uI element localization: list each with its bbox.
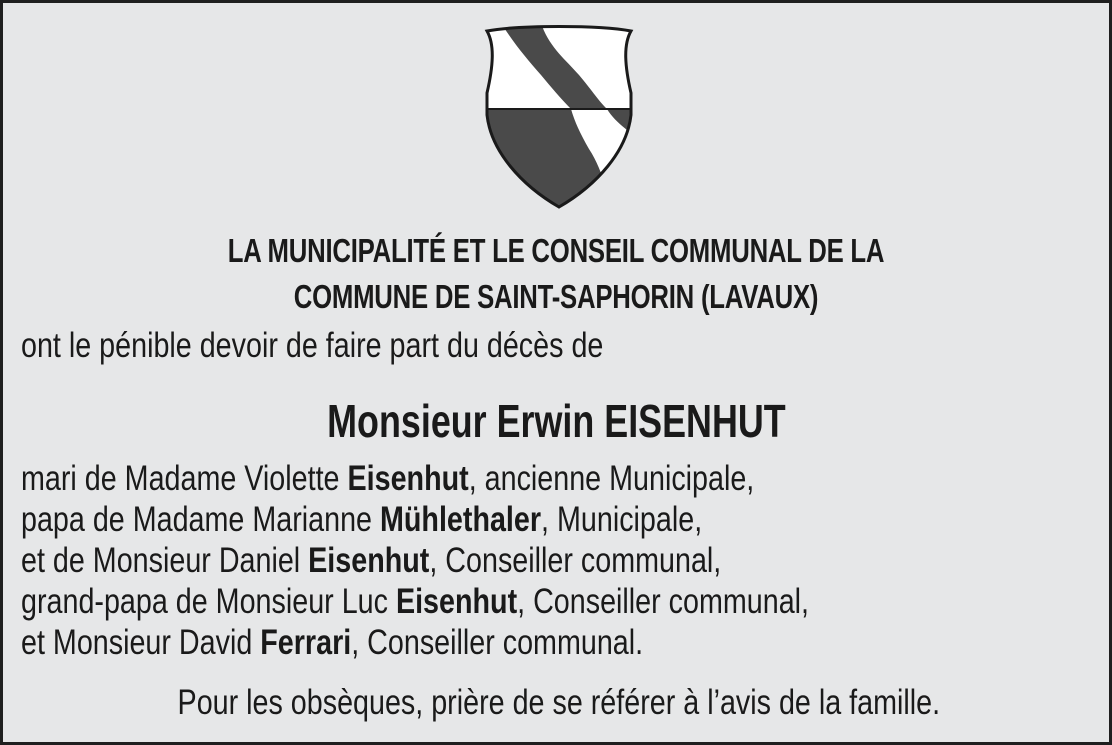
relative-surname: Eisenhut: [395, 582, 518, 621]
relative-suffix: , ancienne Municipale,: [468, 459, 755, 498]
relative-line: [21, 459, 754, 499]
relative-surname: Eisenhut: [347, 459, 469, 498]
relative-suffix: , Conseiller communal,: [429, 541, 722, 580]
relative-suffix: , Municipale,: [541, 500, 703, 539]
deceased-name: Monsieur Erwin EISENHUT: [327, 395, 786, 447]
heading: [125, 228, 988, 320]
relative-line: [21, 541, 721, 581]
heading-line-2: COMMUNE DE SAINT-SAPHORIN (LAVAUX): [293, 278, 819, 315]
coat-of-arms-icon: [479, 23, 639, 213]
relative-surname: Eisenhut: [308, 541, 430, 580]
relative-suffix: , Conseiller communal,: [517, 582, 810, 621]
relative-prefix: grand-papa de Monsieur Luc: [21, 582, 396, 621]
intro-text: ont le pénible devoir de faire part du décès de: [21, 326, 604, 365]
closing-text: Pour les obsèques, prière de se référer à l’avis de la famille.: [177, 683, 941, 722]
relative-suffix: , Conseiller communal.: [351, 623, 644, 662]
relative-line: [21, 623, 643, 663]
relative-prefix: et de Monsieur Daniel: [21, 541, 309, 580]
relative-prefix: papa de Madame Marianne: [21, 500, 380, 539]
relative-line: [21, 582, 809, 622]
relative-line: [21, 500, 702, 540]
relative-prefix: mari de Madame Violette: [21, 459, 348, 498]
heading-line-1: LA MUNICIPALITÉ ET LE CONSEIL COMMUNAL DE LA: [227, 232, 885, 269]
relative-prefix: et Monsieur David: [21, 623, 261, 662]
relative-surname: Mühlethaler: [379, 500, 542, 539]
relative-surname: Ferrari: [260, 623, 352, 662]
